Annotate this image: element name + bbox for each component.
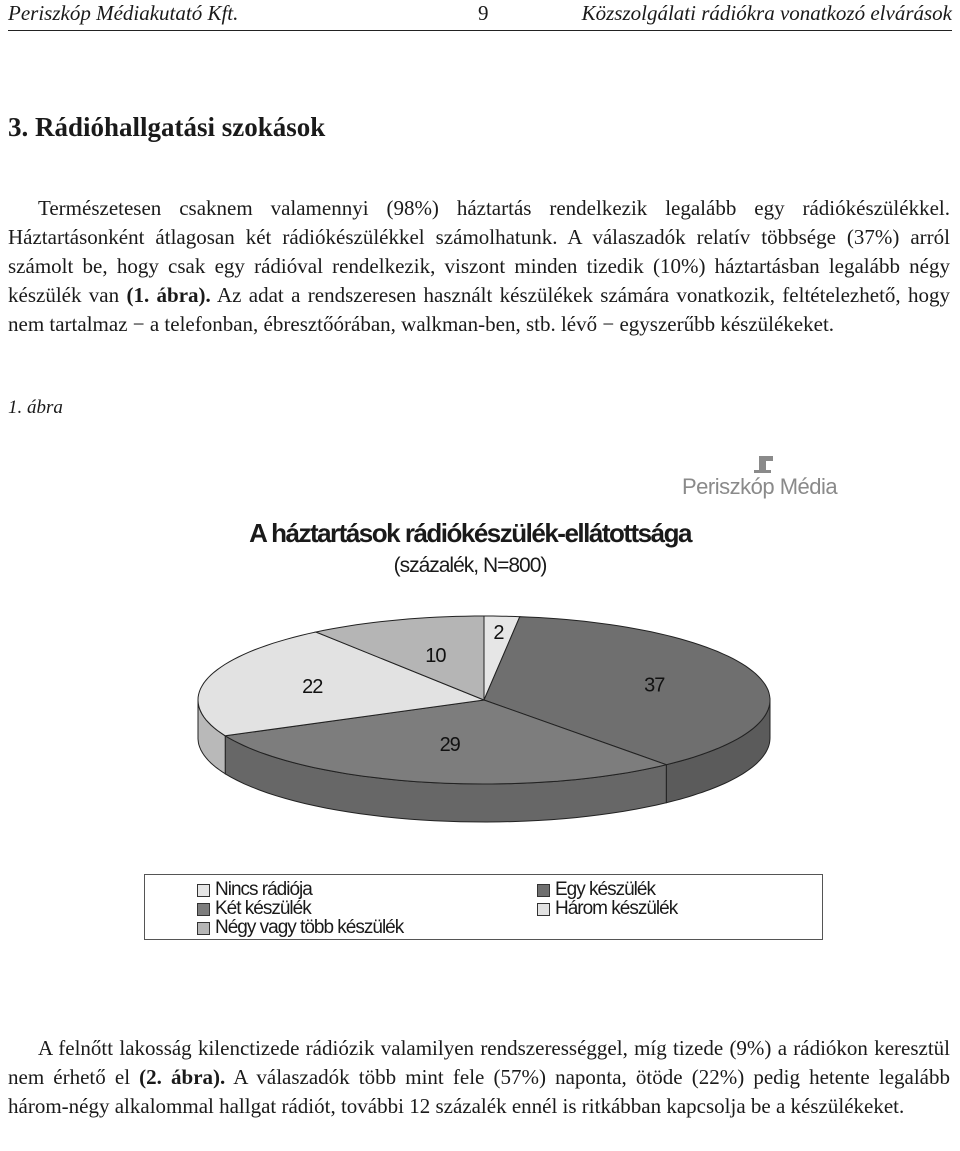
paragraph-2-text-b: A válaszadók több mint fele (57%) naponta, ötöde (22%) pedig hetente legalább három-négy alkalommal hallgat rádiót, további 12 százalék ennél is ritkábban kapcsolja be a készülékeket. [8, 1065, 950, 1118]
legend-item-ket-keszulek [197, 900, 311, 918]
paragraph-2 [8, 1034, 950, 1121]
legend-label: Három készülék [555, 898, 678, 919]
pie-chart [0, 600, 960, 860]
paragraph-2-text-a: A felnőtt lakosság kilenctizede rádiózik valamilyen rendszerességgel, míg tizede (9%) a rádiókon keresztül nem érhető el [8, 1036, 950, 1089]
header-company: Periszkóp Médiakutató Kft. [8, 1, 239, 25]
legend-item-negy-vagy-tobb [197, 919, 403, 937]
paragraph-1 [8, 194, 950, 339]
data-label-nincs-radioja: 2 [493, 621, 504, 644]
logo-text: Periszkóp Média [682, 474, 838, 499]
legend-label: Egy készülék [555, 879, 655, 900]
legend-swatch [197, 884, 210, 897]
data-label-ket-keszulek: 29 [439, 734, 460, 757]
page-header [8, 0, 952, 31]
legend-swatch [197, 903, 210, 916]
chart-title: A háztartások rádiókészülék-ellátottsága [249, 518, 691, 548]
figure-reference-2: (2. ábra). [139, 1065, 226, 1089]
data-label-egy-keszulek: 37 [644, 674, 665, 697]
page-number: 9 [478, 1, 489, 25]
legend-label: Négy vagy több készülék [215, 917, 404, 938]
chart-legend [144, 874, 823, 940]
periszkop-logo [680, 452, 840, 502]
header-document-title: Közszolgálati rádiókra vonatkozó elvárások [581, 1, 952, 25]
legend-swatch [537, 903, 550, 916]
legend-label: Két készülék [215, 898, 311, 919]
paragraph-1-text-a: Természetesen csaknem valamennyi (98%) háztartás rendelkezik legalább egy rádiókészülékkel. Háztartásonként átlagosan két rádiókészülékkel számolhatunk. A válaszadók relatív többsége (37%) arról számolt be, hogy csak egy rádióval rendelkezik, viszont minden tizedik (10%) háztartásban legalább négy készülék van [8, 196, 950, 307]
section-title: 3. Rádióhallgatási szokások [8, 112, 326, 142]
figure-label: 1. ábra [8, 397, 63, 418]
chart-subtitle: (százalék, N=800) [393, 554, 547, 577]
legend-item-egy-keszulek [537, 881, 655, 899]
legend-item-nincs-radioja [197, 881, 312, 899]
figure-reference-1: (1. ábra). [126, 283, 211, 307]
legend-item-harom-keszulek [537, 900, 677, 918]
data-label-harom-keszulek: 22 [302, 676, 323, 698]
paragraph-1-text-b: Az adat a rendszeresen használt készülékek számára vonatkozik, feltételezhető, hogy nem tartalmaz − a telefonban, ébresztőórában, walkman-ben, stb. lévő − egyszerűbb készülékeket. [8, 283, 950, 336]
legend-label: Nincs rádiója [215, 879, 312, 900]
legend-swatch [197, 922, 210, 935]
data-label-negy-vagy-tobb: 10 [425, 645, 446, 668]
legend-swatch [537, 884, 550, 897]
